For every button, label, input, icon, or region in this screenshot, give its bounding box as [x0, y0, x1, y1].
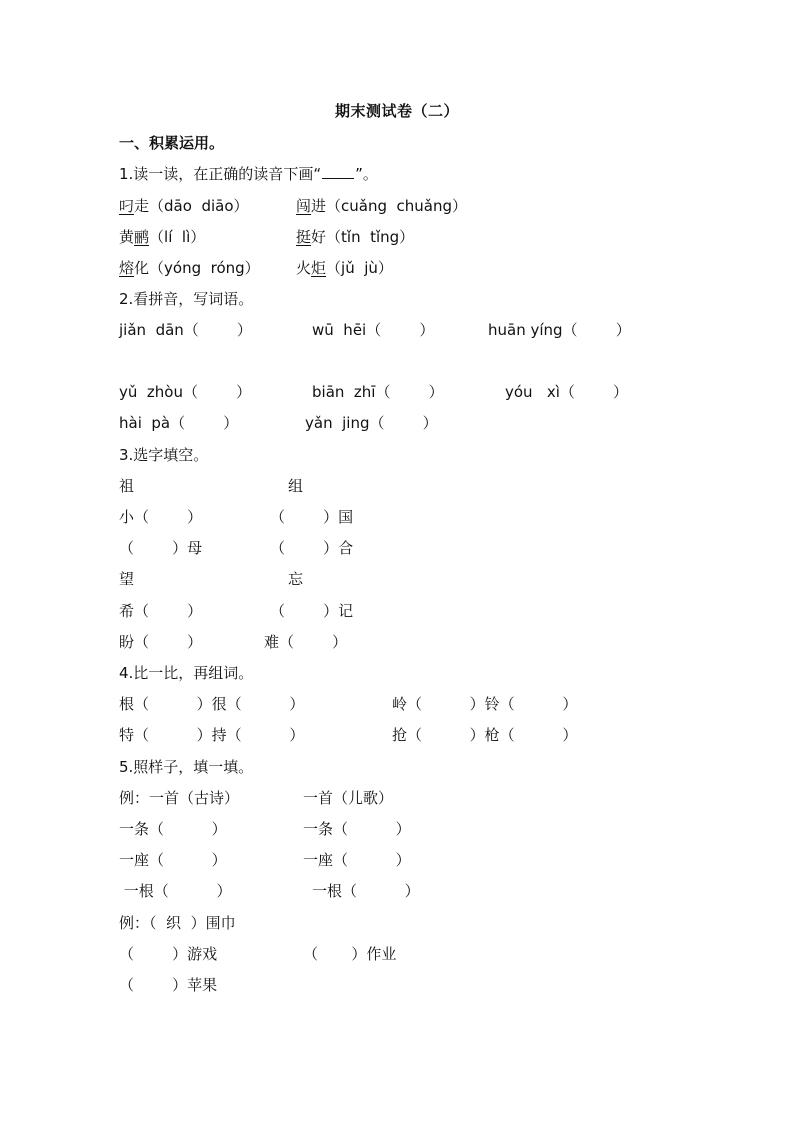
q1-item [296, 196, 467, 216]
example-text: 例：一首（古诗） [119, 789, 240, 807]
q1-prompt-post: ”。 [355, 165, 378, 183]
pinyin-blank[interactable]: yóu xì（ ） [505, 383, 629, 401]
pinyin-blank[interactable]: huān yíng（ ） [488, 321, 631, 339]
compare-row[interactable]: 岭（ ）铃（ ） [392, 695, 578, 713]
q1-item-rest: 走（dāo diāo） [134, 197, 249, 215]
q1-item [119, 227, 205, 247]
example-text: 一首（儿歌） [303, 789, 394, 807]
measure-blank[interactable]: 一根（ ） [312, 882, 420, 900]
fill-blank[interactable]: （ ）母 [119, 539, 203, 557]
compare-row[interactable]: 特（ ）持（ ） [119, 726, 305, 744]
q1-item-rest: 好（tǐn tǐng） [311, 228, 415, 246]
q2-prompt: 2.看拼音，写词语。 [119, 290, 254, 308]
q1-item-rest: （lí lì） [149, 228, 206, 246]
q5-prompt: 5.照样子，填一填。 [119, 758, 254, 776]
pinyin-blank[interactable]: biān zhī（ ） [312, 383, 444, 401]
compare-row[interactable]: 抢（ ）枪（ ） [392, 726, 578, 744]
q1-item [119, 258, 260, 278]
measure-blank[interactable]: 一条（ ） [303, 820, 411, 838]
pinyin-blank[interactable]: wū hēi（ ） [312, 321, 435, 339]
choice-char: 组 [288, 477, 304, 495]
underlined-char: 熔 [119, 259, 135, 277]
q1-item-rest: 化（yóng róng） [134, 259, 260, 277]
q1-item [119, 196, 249, 216]
choice-char: 忘 [288, 570, 304, 588]
verb-blank[interactable]: （ ）游戏 [119, 945, 218, 963]
verb-blank[interactable]: （ ）苹果 [119, 976, 218, 994]
section-heading: 一、积累运用。 [119, 134, 225, 152]
measure-blank[interactable]: 一根（ ） [119, 882, 232, 900]
example-text: 例：（ 织 ）围巾 [119, 914, 236, 932]
page-title: 期末测试卷（二） [334, 102, 459, 120]
q1-item-rest: 进（cuǎng chuǎng） [311, 197, 468, 215]
pinyin-blank[interactable]: hài pà（ ） [119, 414, 239, 432]
verb-blank[interactable]: （ ）作业 [303, 945, 397, 963]
q1-item-rest: （jǔ jù） [326, 259, 393, 277]
fill-blank[interactable]: 小（ ） [119, 508, 203, 526]
fill-blank[interactable]: 希（ ） [119, 602, 203, 620]
q1-item-pre: 火 [296, 259, 312, 277]
underlined-char: 炬 [311, 259, 327, 277]
q1-item-pre: 黄 [119, 228, 135, 246]
choice-char: 望 [119, 570, 135, 588]
compare-row[interactable]: 根（ ）很（ ） [119, 695, 305, 713]
underlined-char: 闯 [296, 197, 312, 215]
q1-prompt-pre: 1.读一读，在正确的读音下画“ [119, 165, 322, 183]
q4-prompt: 4.比一比，再组词。 [119, 664, 254, 682]
fill-blank[interactable]: 盼（ ） [119, 633, 203, 651]
q3-prompt: 3.选字填空。 [119, 446, 209, 464]
pinyin-blank[interactable]: jiǎn dān（ ） [119, 321, 252, 339]
q1-prompt [119, 164, 378, 184]
underlined-char: 叼 [119, 197, 135, 215]
measure-blank[interactable]: 一座（ ） [303, 851, 411, 869]
q1-item [296, 258, 393, 278]
underline-sample [322, 165, 354, 179]
fill-blank[interactable]: （ ）记 [270, 602, 354, 620]
measure-blank[interactable]: 一条（ ） [119, 820, 227, 838]
q1-item [296, 227, 414, 247]
underlined-char: 挺 [296, 228, 312, 246]
choice-char: 祖 [119, 477, 135, 495]
underlined-char: 鹂 [134, 228, 150, 246]
fill-blank[interactable]: （ ）国 [270, 508, 354, 526]
pinyin-blank[interactable]: yǎn jing（ ） [305, 414, 438, 432]
fill-blank[interactable]: （ ）合 [270, 539, 354, 557]
pinyin-blank[interactable]: yǔ zhòu（ ） [119, 383, 252, 401]
fill-blank[interactable]: 难（ ） [264, 633, 348, 651]
measure-blank[interactable]: 一座（ ） [119, 851, 227, 869]
